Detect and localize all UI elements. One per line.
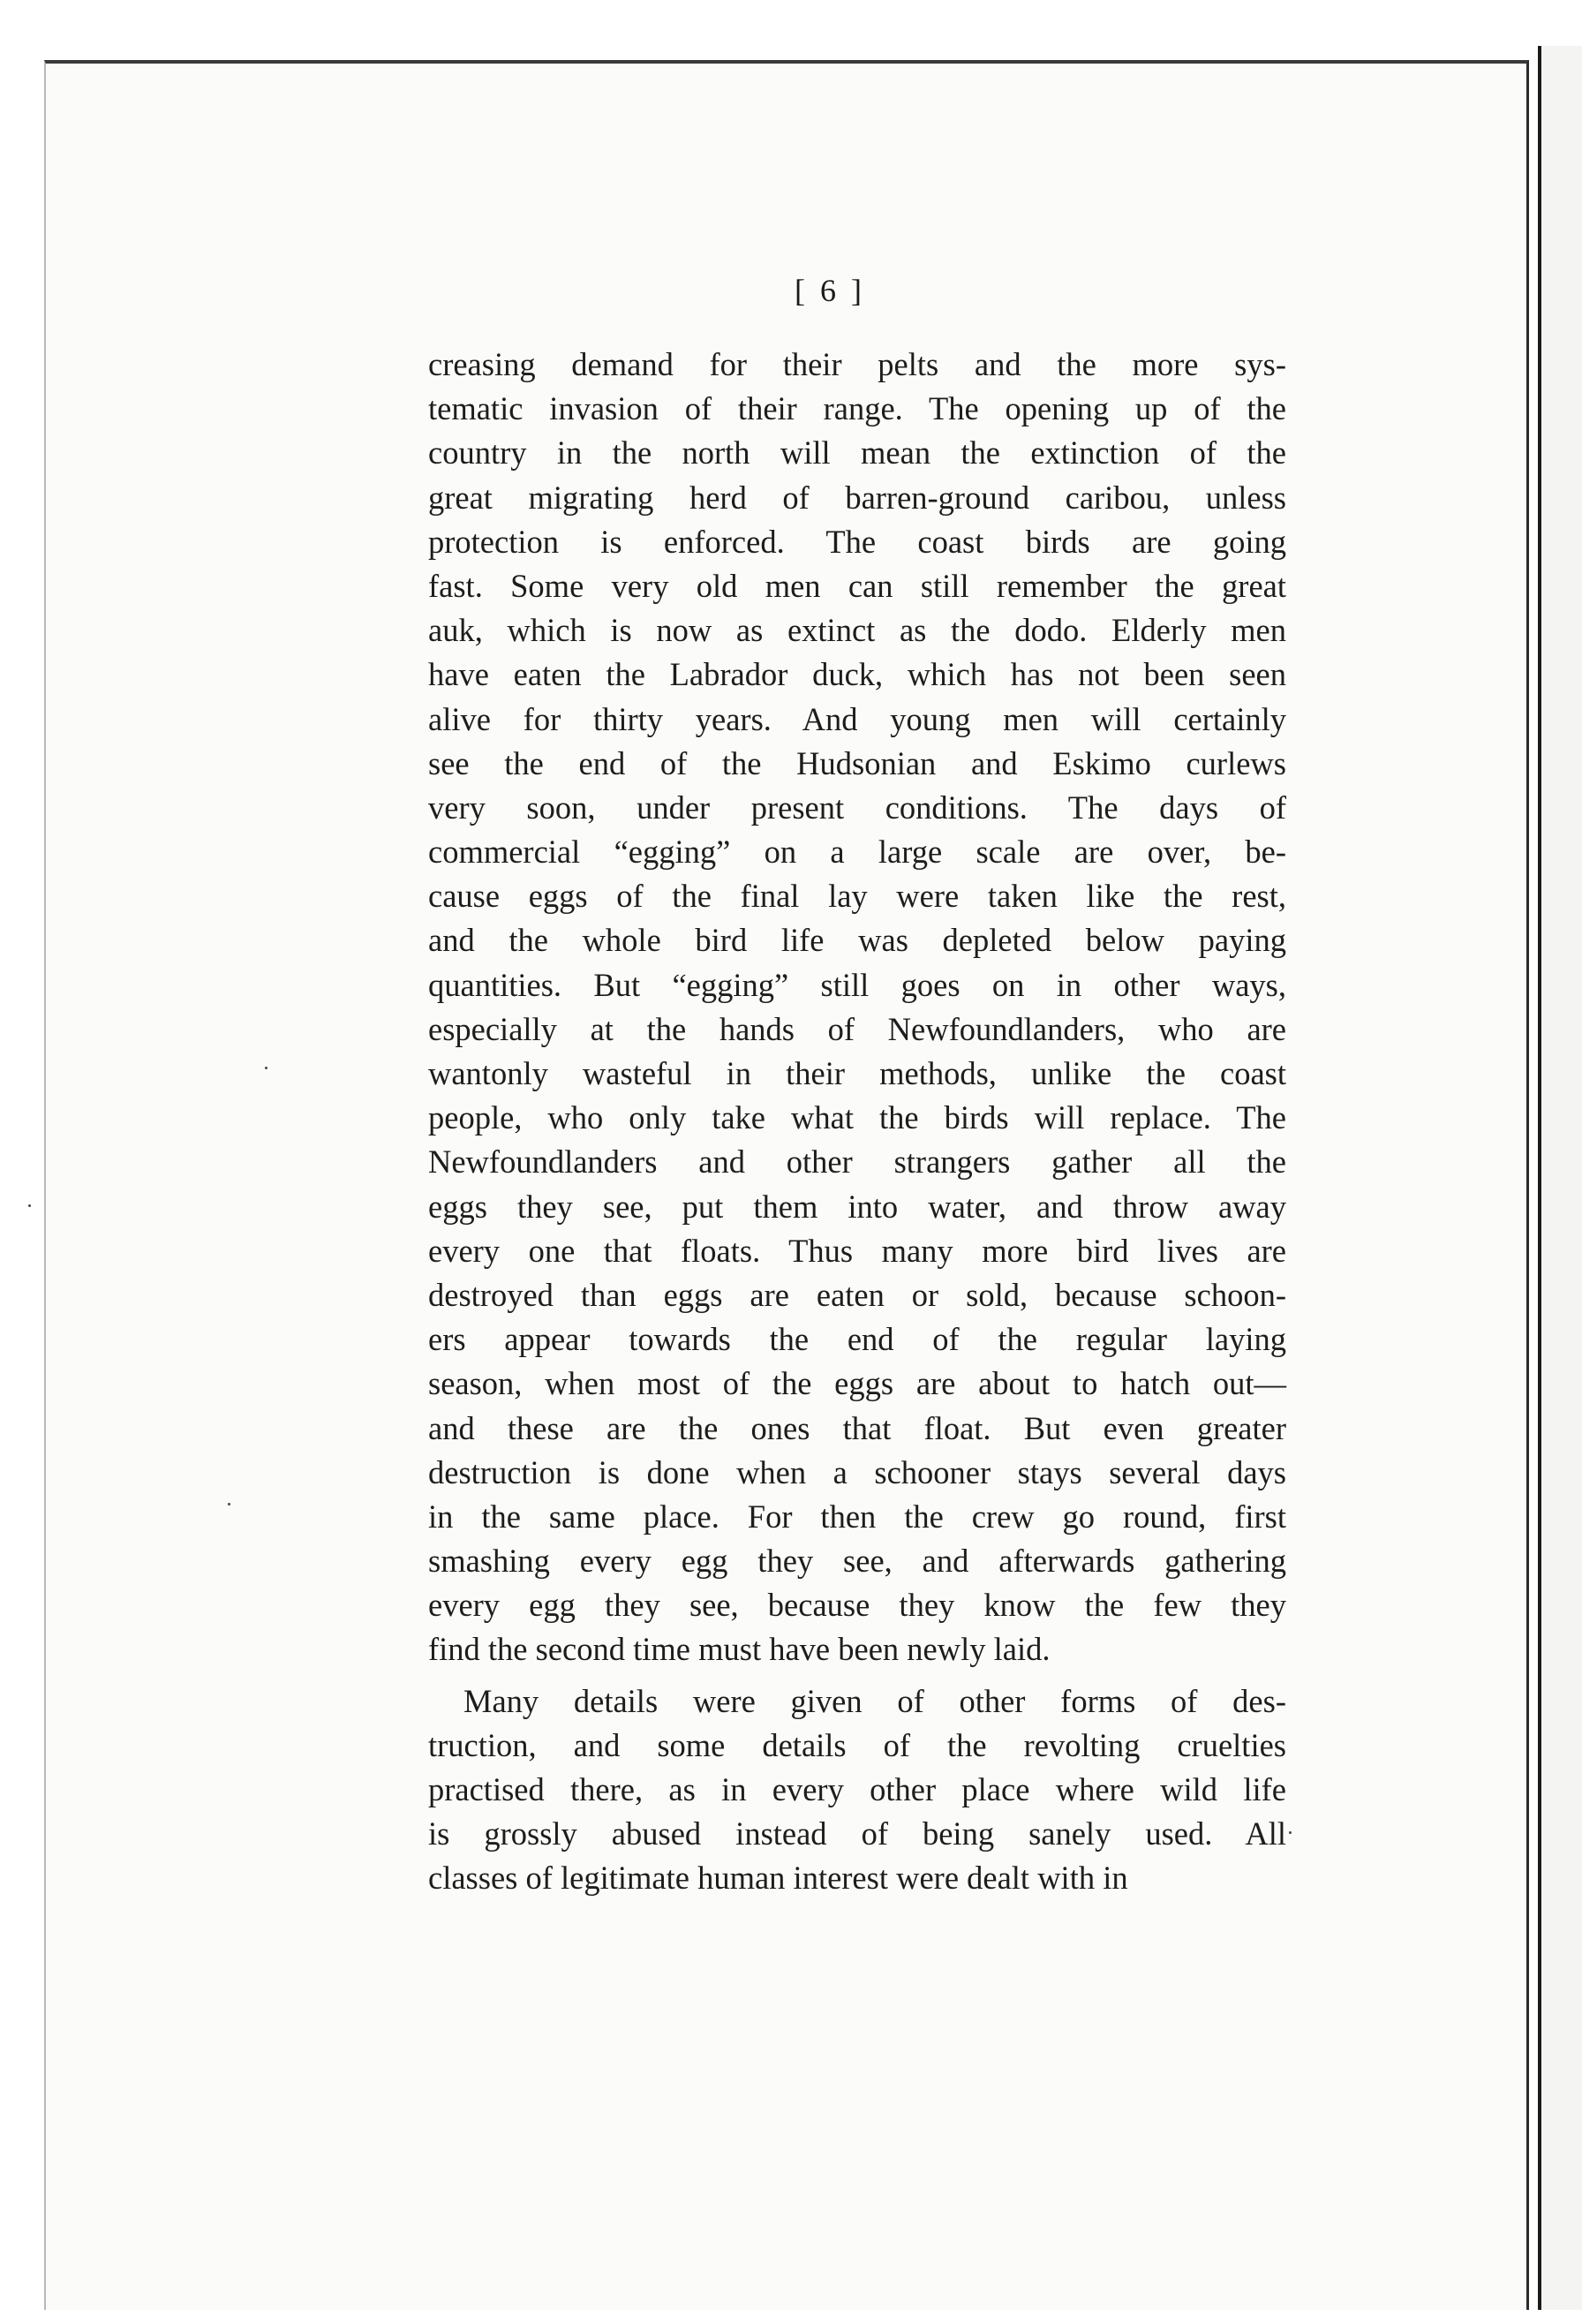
dust-speck	[265, 1067, 267, 1069]
dust-speck	[1289, 1831, 1292, 1834]
dust-speck	[228, 1503, 230, 1505]
text-line: classes of legitimate human interest were dealt with in	[428, 1860, 1128, 1897]
text-line: quantities. But “egging” still goes on in other ways,	[428, 966, 1286, 1003]
text-line: eggs they see, put them into water, and throw away	[428, 1188, 1286, 1225]
text-line: practised there, as in every other place where wild life	[428, 1771, 1286, 1807]
text-line: especially at the hands of Newfoundlanders, who are	[428, 1010, 1286, 1047]
text-line: country in the north will mean the extinction of the	[428, 434, 1286, 472]
dust-speck	[28, 1204, 31, 1207]
paragraph	[428, 343, 1286, 1672]
text-line: people, who only take what the birds will replace. The	[428, 1099, 1286, 1136]
text-line: have eaten the Labrador duck, which has not been seen	[428, 656, 1286, 693]
text-line: creasing demand for their pelts and the more sys-	[428, 346, 1286, 382]
text-line: destruction is done when a schooner stays several days	[428, 1453, 1286, 1490]
text-line: ers appear towards the end of the regular laying	[428, 1321, 1286, 1358]
text-line: and the whole bird life was depleted below paying	[428, 922, 1286, 959]
text-line: cause eggs of the final lay were taken like the rest,	[428, 878, 1286, 915]
text-line: alive for thirty years. And young men will certainly	[428, 700, 1286, 737]
page-number: [ 6 ]	[795, 273, 865, 308]
text-line: commercial “egging” on a large scale are over, be-	[428, 834, 1286, 871]
text-line: see the end of the Hudsonian and Eskimo curlews	[428, 744, 1286, 781]
text-line: smashing every egg they see, and afterwards gathering	[428, 1543, 1286, 1580]
text-line: every egg they see, because they know the few they	[428, 1587, 1286, 1624]
text-line: in the same place. For then the crew go round, first	[428, 1498, 1286, 1535]
text-line: season, when most of the eggs are about to hatch out—	[428, 1365, 1286, 1402]
text-line: fast. Some very old men can still remember the great	[428, 567, 1286, 604]
text-line: is grossly abused instead of being sanely used. All	[428, 1815, 1286, 1852]
text-line: and these are the ones that float. But even greater	[428, 1409, 1286, 1446]
paragraph-gap	[428, 1672, 1286, 1679]
text-line: auk, which is now as extinct as the dodo. Elderly men	[428, 612, 1286, 649]
text-line: every one that floats. Thus many more bird lives are	[428, 1232, 1286, 1269]
text-line: find the second time must have been newly laid.	[428, 1631, 1051, 1668]
text-line: very soon, under present conditions. The days of	[428, 788, 1286, 826]
text-line: Many details were given of other forms of des-	[463, 1682, 1286, 1719]
text-line: Newfoundlanders and other strangers gather all the	[428, 1143, 1286, 1181]
adjacent-page-edge	[1538, 46, 1582, 2310]
text-line: great migrating herd of barren-ground caribou, unless	[428, 479, 1286, 516]
body-text	[428, 343, 1286, 1901]
text-line: truction, and some details of the revolting cruelties	[428, 1726, 1286, 1763]
text-line: protection is enforced. The coast birds are going	[428, 523, 1286, 560]
text-line: destroyed than eggs are eaten or sold, because schoon-	[428, 1276, 1286, 1313]
text-line: wantonly wasteful in their methods, unlike the coast	[428, 1055, 1286, 1091]
paragraph	[428, 1679, 1286, 1901]
text-line: tematic invasion of their range. The opening up of the	[428, 390, 1286, 427]
